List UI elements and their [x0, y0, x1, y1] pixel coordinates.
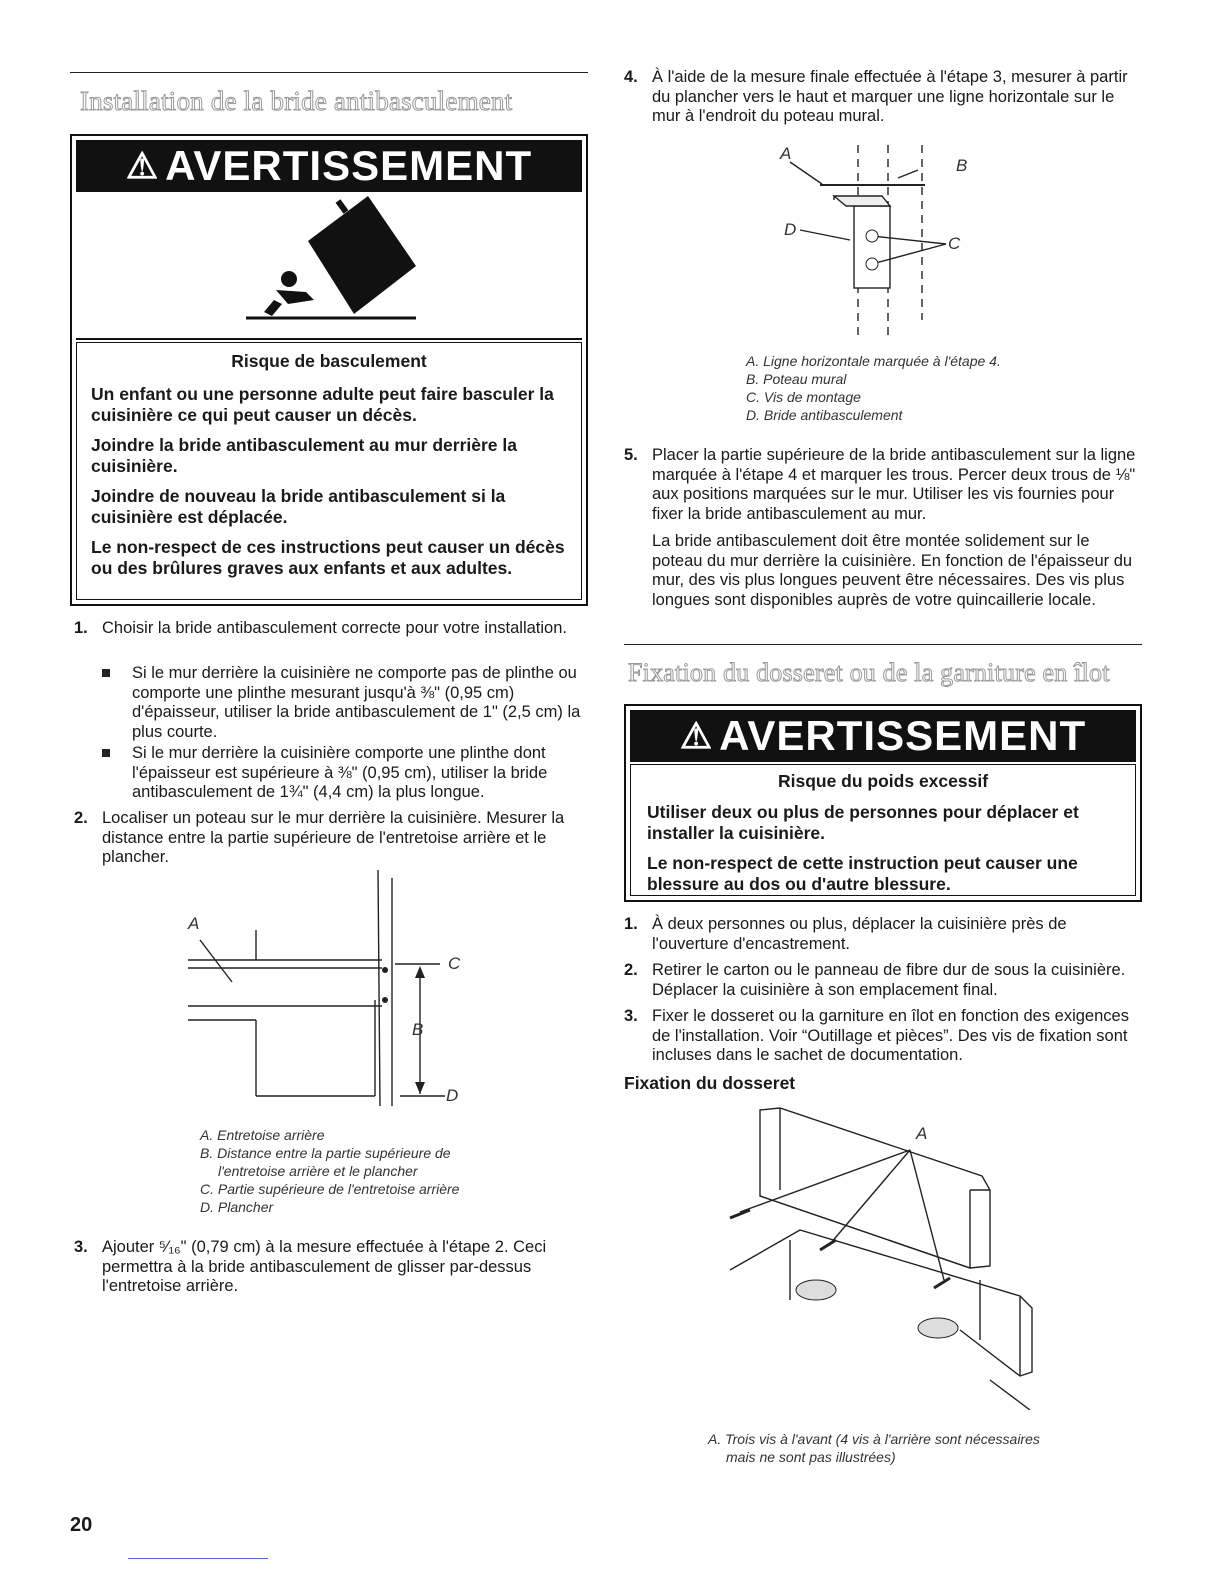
warning-header — [630, 710, 1136, 762]
step-number: 1. — [624, 915, 638, 933]
step-1-right — [624, 915, 1140, 954]
figure-3-caption — [708, 1430, 1040, 1466]
warning-line: Un enfant ou une personne adulte peut faire basculer la cuisinière ce qui peut causer un décès. — [91, 384, 554, 425]
step-number: 3. — [624, 1007, 638, 1025]
step-3-left — [74, 1238, 584, 1297]
step-text: Placer la partie supérieure de la bride antibasculement sur la ligne marquée à l'étape 4 et marquer les trous. Percer deux trous de ⅛" aux positions marquées sur le mur. Utiliser les vis fournies pour fixer la bride antibasculement au mur. — [652, 446, 1136, 523]
warning-header-text: AVERTISSEMENT — [719, 712, 1087, 759]
caption-line: A. Trois vis à l'avant (4 vis à l'arrière sont nécessaires — [708, 1431, 1040, 1447]
step-text: Choisir la bride antibasculement correcte pour votre installation. — [102, 619, 567, 637]
figure-1-caption — [200, 1126, 459, 1216]
label-a: A — [780, 144, 792, 163]
backguard-illustration — [720, 1100, 1050, 1410]
label-d: D — [446, 1086, 459, 1105]
caption-line: D. Plancher — [200, 1199, 274, 1215]
step-3-right — [624, 1007, 1140, 1066]
step-4-right — [624, 68, 1134, 127]
step-text: Fixer le dosseret ou la garniture en îlot en fonction des exigences de l'installation. Voir “Outillage et pièces”. Des vis de fixation sont incluses dans le sachet de documentation. — [652, 1007, 1129, 1064]
tip-over-warning-box — [70, 134, 588, 606]
caption-line: D. Bride antibasculement — [746, 407, 903, 423]
bullet-text: Si le mur derrière la cuisinière comporte une plinthe dont l'épaisseur est supérieure à ⅜" (0,95 cm), utiliser la bride antibasculement de 1¾" (4,4 cm) la plus longue. — [132, 744, 548, 801]
step-text: Localiser un poteau sur le mur derrière la cuisinière. Mesurer la distance entre la partie supérieure de l'entretoise arrière et le plancher. — [102, 809, 565, 866]
step-note: La bride antibasculement doit être montée solidement sur le poteau du mur derrière la cuisinière. En fonction de l'épaisseur du mur, des vis plus longues peuvent être nécessaires. Des vis plus longues sont disponibles auprès de votre quincaillerie locale. — [652, 532, 1133, 609]
step-5-right — [624, 446, 1140, 610]
figure-2-caption — [746, 352, 1001, 424]
bullet-square-icon — [102, 749, 110, 757]
step-2-right — [624, 961, 1140, 1000]
caption-line: mais ne sont pas illustrées) — [726, 1449, 896, 1465]
step-number: 4. — [624, 68, 638, 86]
warning-header — [76, 140, 582, 192]
step-text: À deux personnes ou plus, déplacer la cuisinière près de l'ouverture d'encastrement. — [652, 915, 1067, 953]
weight-warning-box — [624, 704, 1142, 902]
subheading-backguard: Fixation du dosseret — [624, 1073, 796, 1093]
warning-body — [76, 342, 582, 600]
bracket-diagram — [770, 140, 990, 340]
step-text: Retirer le carton ou le panneau de fibre dur de sous la cuisinière. Déplacer la cuisinière à son emplacement final. — [652, 961, 1126, 999]
warning-line: Joindre la bride antibasculement au mur derrière la cuisinière. — [91, 435, 517, 476]
page-number: 20 — [70, 1514, 93, 1536]
caption-line: C. Partie supérieure de l'entretoise arrière — [200, 1181, 460, 1197]
tip-over-pictogram — [76, 196, 582, 340]
warning-triangle-icon: ⚠ — [125, 145, 160, 186]
caption-line: A. Ligne horizontale marquée à l'étape 4. — [746, 353, 1001, 369]
caption-line: l'entretoise arrière et le plancher — [218, 1163, 418, 1179]
bullet-text: Si le mur derrière la cuisinière ne comporte pas de plinthe ou comporte une plinthe mesurant jusqu'à ⅜" (0,95 cm) d'épaisseur, utiliser la bride antibasculement de 1" (2,5 cm) la plus courte. — [132, 664, 581, 741]
tip-over-icon — [76, 196, 582, 338]
step-number: 3. — [74, 1238, 88, 1256]
label-c: C — [448, 954, 461, 973]
step-number: 5. — [624, 446, 638, 464]
rear-spacer-diagram — [170, 870, 490, 1120]
footer-line — [128, 1558, 268, 1559]
section-rule-right — [624, 644, 1142, 645]
warning-line: Joindre de nouveau la bride antibasculement si la cuisinière est déplacée. — [91, 486, 506, 527]
bullet-item — [102, 744, 584, 803]
warning-title: Risque du poids excessif — [777, 771, 989, 791]
label-b: B — [956, 156, 968, 175]
warning-triangle-icon: ⚠ — [679, 715, 714, 756]
caption-line: C. Vis de montage — [746, 389, 861, 405]
warning-line: Le non-respect de cette instruction peut causer une blessure au dos ou d'autre blessure. — [647, 853, 1078, 894]
backguard-diagram — [720, 1100, 1050, 1410]
section-title-anti-tip: Installation de la bride antibasculement — [80, 86, 513, 116]
warning-line: Utiliser deux ou plus de personnes pour déplacer et installer la cuisinière. — [647, 802, 1079, 843]
step-number: 2. — [74, 809, 88, 827]
label-c: C — [948, 234, 961, 253]
step-2-left — [74, 809, 584, 868]
step-number: 1. — [74, 619, 88, 637]
section-title-backguard: Fixation du dosseret ou de la garniture en îlot — [628, 658, 1110, 687]
rear-spacer-illustration — [170, 870, 490, 1120]
warning-body — [630, 764, 1136, 896]
label-d: D — [784, 220, 797, 239]
warning-line: Le non-respect de ces instructions peut causer un décès ou des brûlures graves aux enfants et aux adultes. — [91, 537, 565, 578]
label-a: A — [916, 1124, 928, 1143]
caption-line: B. Distance entre la partie supérieure de — [200, 1145, 451, 1161]
caption-line: B. Poteau mural — [746, 371, 847, 387]
top-rule-left — [70, 72, 588, 73]
bullet-square-icon — [102, 669, 110, 677]
step-text: À l'aide de la mesure finale effectuée à l'étape 3, mesurer à partir du plancher vers le haut et marquer une ligne horizontale sur le mur à l'endroit du poteau mural. — [652, 68, 1128, 125]
warning-header-text: AVERTISSEMENT — [165, 142, 533, 189]
step-text: Ajouter ⁵⁄₁₆" (0,79 cm) à la mesure effectuée à l'étape 2. Ceci permettra à la bride antibasculement de glisser par-dessus l'entretoise arrière. — [102, 1238, 547, 1295]
bullet-item — [102, 664, 584, 742]
step-number: 2. — [624, 961, 638, 979]
label-a: A — [188, 914, 200, 933]
label-b: B — [412, 1020, 424, 1039]
caption-line: A. Entretoise arrière — [200, 1127, 325, 1143]
warning-title: Risque de basculement — [231, 351, 427, 371]
step-1-left — [74, 619, 584, 639]
